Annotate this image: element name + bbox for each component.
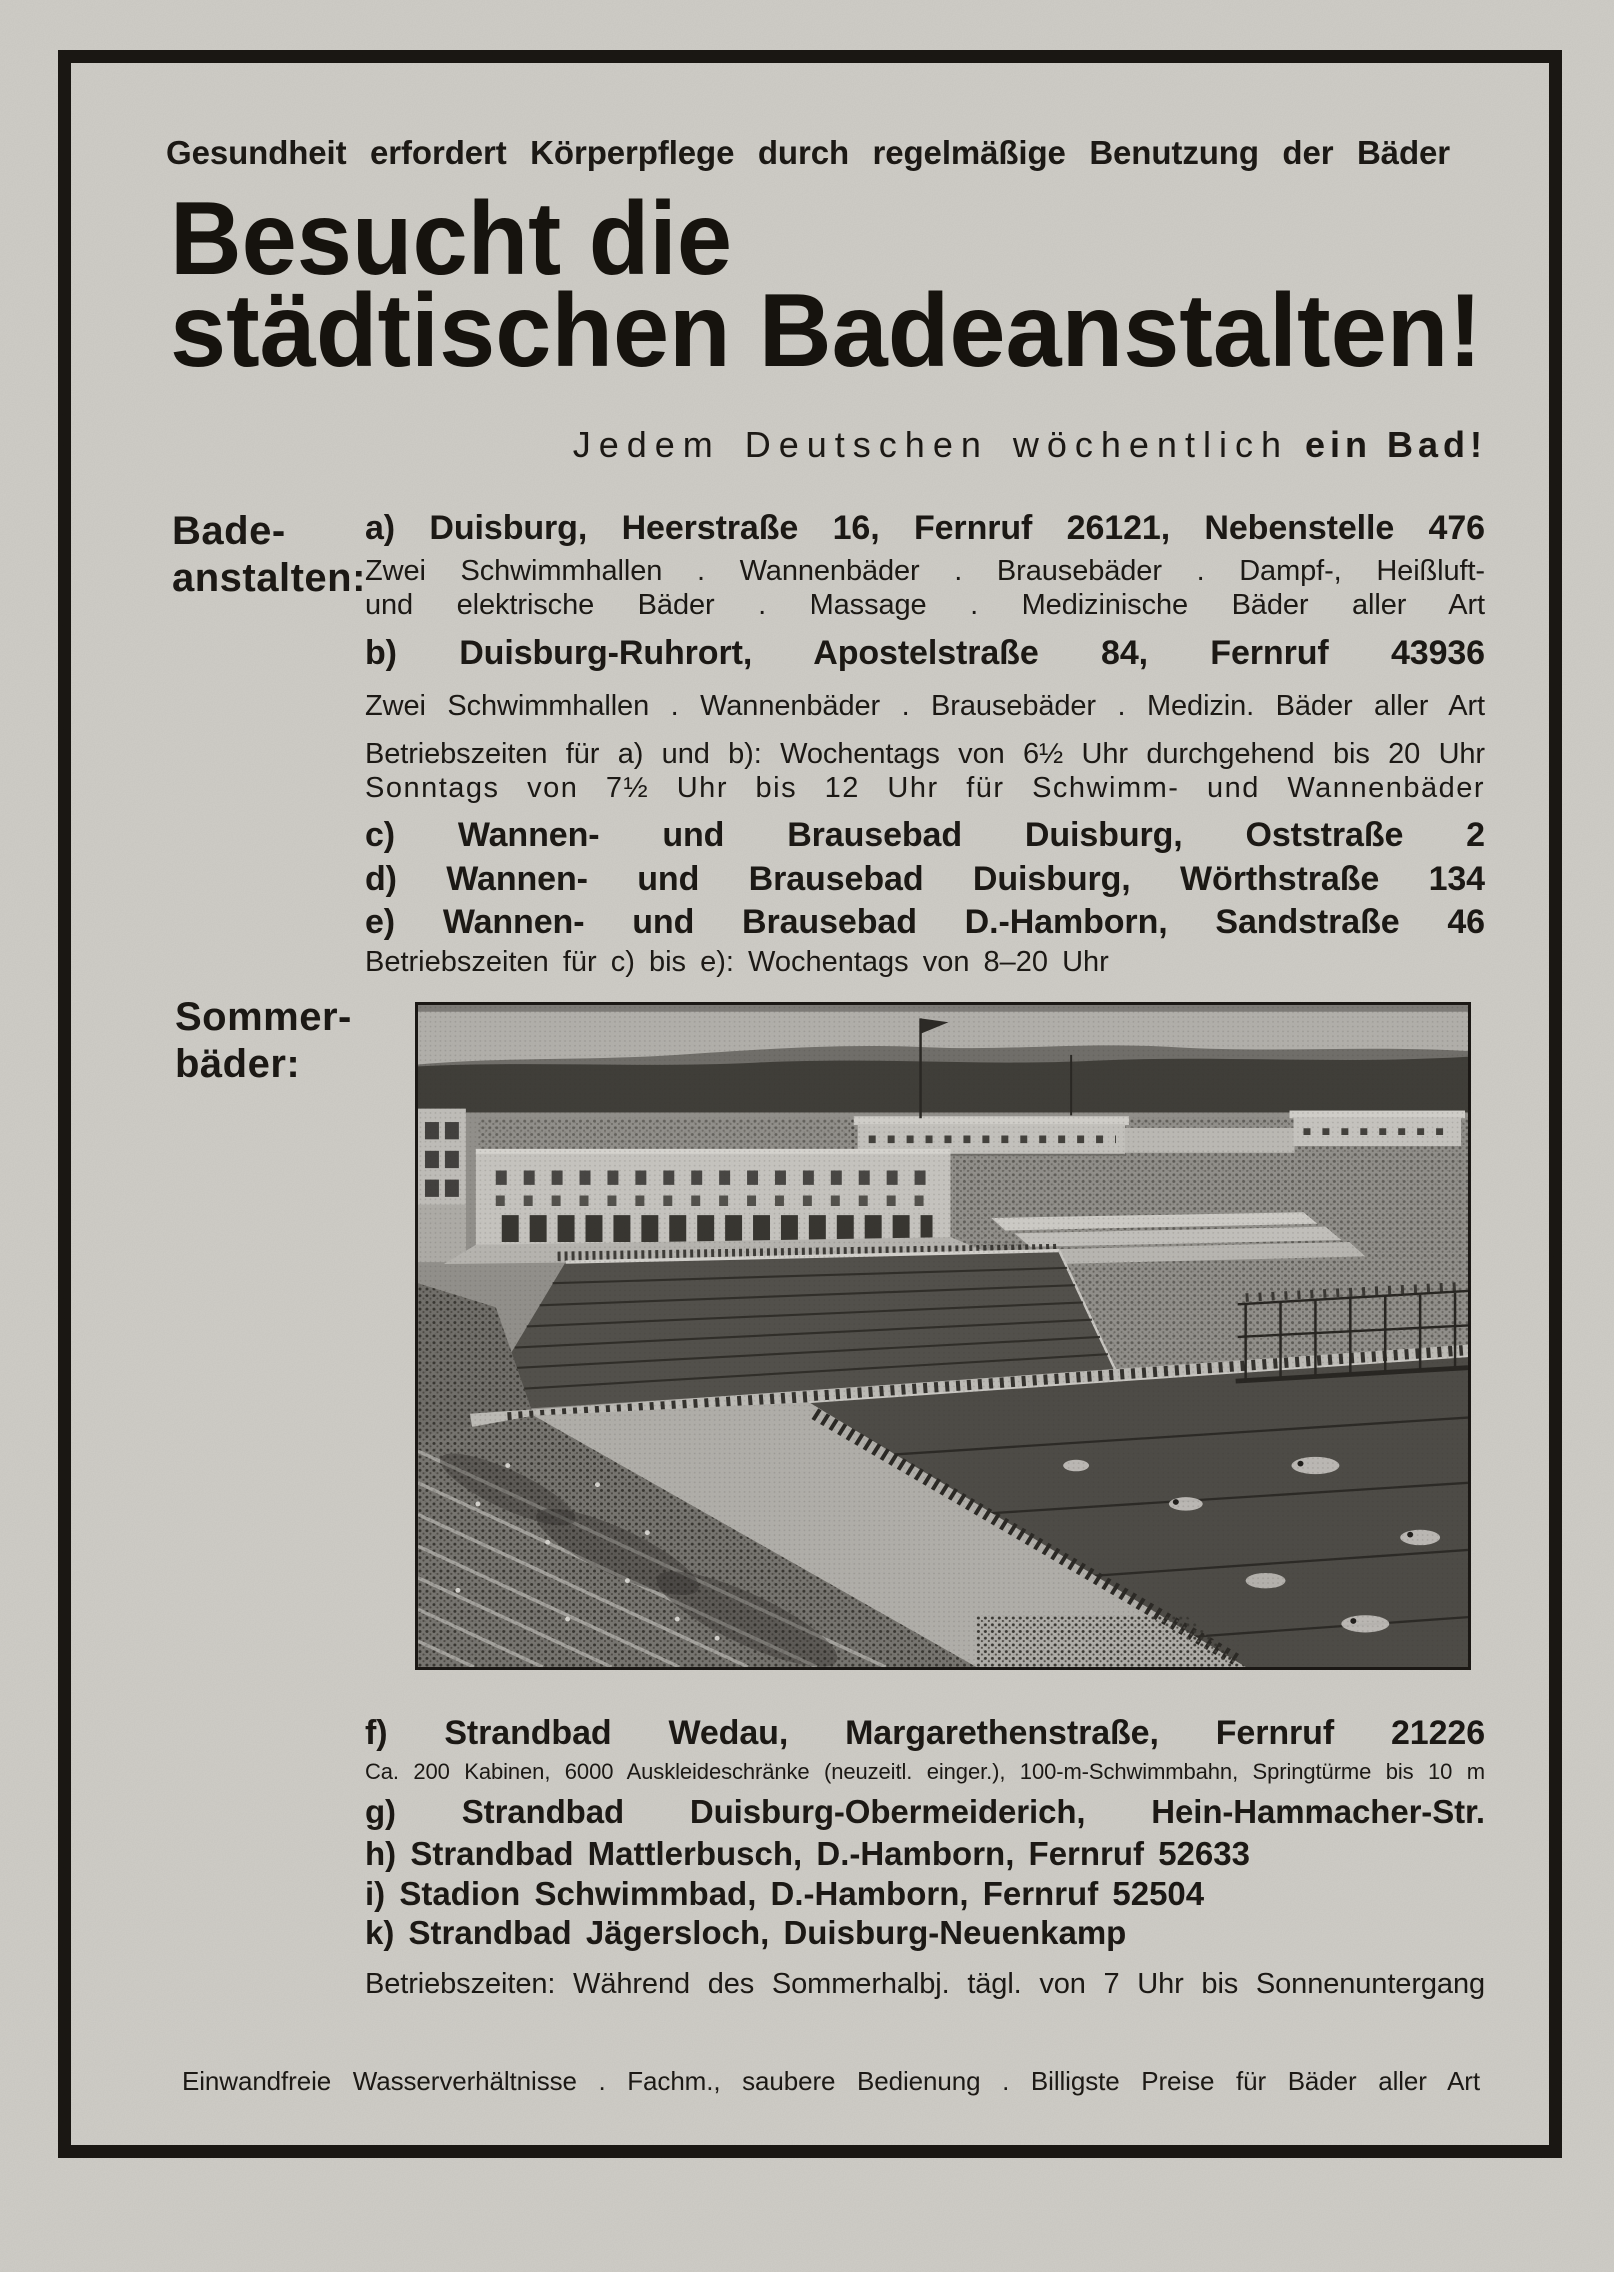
summer-pool-photo <box>415 1002 1471 1670</box>
headline <box>170 194 1500 390</box>
item-f-detail: Ca. 200 Kabinen, 6000 Auskleideschränke (neuzeitl. einger.), 100-m-Schwimmbahn, Springtürme bis 10 m <box>365 1759 1485 1784</box>
slogan-bold: ein Bad! <box>1304 424 1487 465</box>
hours-ce: Betriebszeiten für c) bis e): Wochentags von 8–20 Uhr <box>365 946 1109 978</box>
slogan <box>365 424 1487 466</box>
item-e: e) Wannen- und Brausebad D.-Hamborn, Sandstraße 46 <box>365 903 1485 941</box>
item-i: i) Stadion Schwimmbad, D.-Hamborn, Fernruf 52504 <box>365 1875 1205 1912</box>
pool-photo-illustration <box>418 1005 1468 1667</box>
bade-label-line1: Bade- <box>172 509 286 553</box>
headline-line2: städtischen Badeanstalten! <box>170 273 1482 389</box>
item-a-desc-2: und elektrische Bäder . Massage . Medizinische Bäder aller Art <box>365 589 1485 621</box>
sommer-label-line1: Sommer- <box>175 995 352 1039</box>
sommer-hours: Betriebszeiten: Während des Sommerhalbj. tägl. von 7 Uhr bis Sonnenuntergang <box>365 1968 1485 2000</box>
item-b-heading: b) Duisburg-Ruhrort, Apostelstraße 84, Fernruf 43936 <box>365 634 1485 672</box>
headline-line1: Besucht die <box>170 194 732 297</box>
slogan-light: Jedem Deutschen wöchentlich <box>572 424 1289 465</box>
hours-ab-line2: Sonntags von 7½ Uhr bis 12 Uhr für Schwimm- und Wannenbäder <box>365 772 1485 804</box>
item-a-heading: a) Duisburg, Heerstraße 16, Fernruf 26121, Nebenstelle 476 <box>365 509 1485 547</box>
item-d: d) Wannen- und Brausebad Duisburg, Wörthstraße 134 <box>365 860 1485 898</box>
item-g: g) Strandbad Duisburg-Obermeiderich, Hein-Hammacher-Str. <box>365 1793 1485 1830</box>
item-h: h) Strandbad Mattlerbusch, D.-Hamborn, Fernruf 52633 <box>365 1835 1250 1872</box>
bade-label <box>172 508 366 602</box>
item-k: k) Strandbad Jägersloch, Duisburg-Neuenkamp <box>365 1914 1127 1951</box>
item-a-desc-1: Zwei Schwimmhallen . Wannenbäder . Brausebäder . Dampf-, Heißluft- <box>365 555 1485 587</box>
item-b-desc: Zwei Schwimmhallen . Wannenbäder . Brausebäder . Medizin. Bäder aller Art <box>365 690 1485 722</box>
sommer-label-line2: bäder: <box>175 1042 301 1086</box>
item-c: c) Wannen- und Brausebad Duisburg, Oststraße 2 <box>365 816 1485 854</box>
item-f-heading: f) Strandbad Wedau, Margarethenstraße, Fernruf 21226 <box>365 1714 1485 1752</box>
bade-label-line2: anstalten: <box>172 556 366 600</box>
hours-ab-line1: Betriebszeiten für a) und b): Wochentags von 6½ Uhr durchgehend bis 20 Uhr <box>365 738 1485 770</box>
tagline: Gesundheit erfordert Körperpflege durch regelmäßige Benutzung der Bäder <box>166 134 1450 171</box>
footer-line: Einwandfreie Wasserverhältnisse . Fachm., saubere Bedienung . Billigste Preise für Bäder aller Art <box>182 2066 1480 2096</box>
sommer-label <box>175 994 352 1088</box>
